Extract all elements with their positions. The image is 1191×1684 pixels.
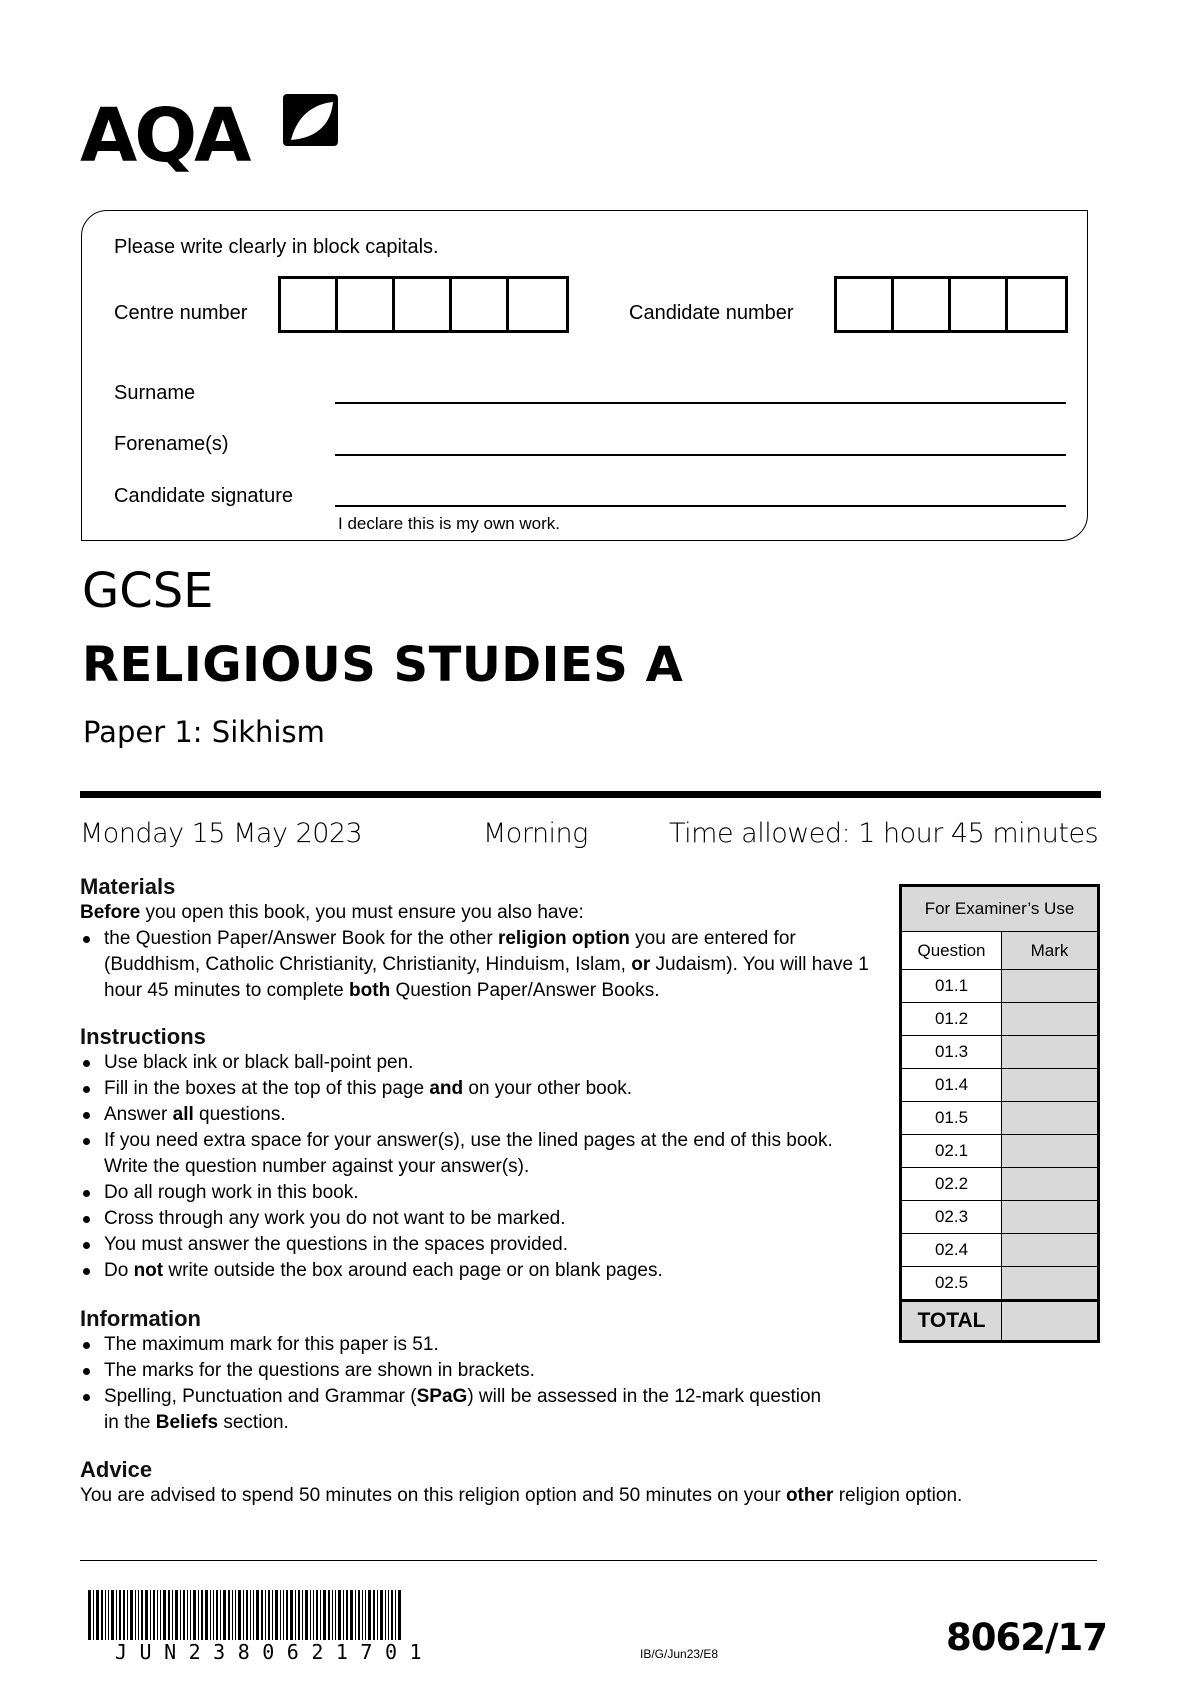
barcode-bar [261,1590,263,1640]
barcode-bar [163,1590,166,1640]
mark-cell [1002,1234,1099,1267]
barcode-bar [220,1590,221,1640]
barcode-bar [295,1590,296,1640]
candidate-number-digit[interactable] [1008,279,1065,330]
question-number: 02.4 [901,1234,1002,1267]
table-row [901,1003,1099,1036]
question-number: 01.2 [901,1003,1002,1036]
barcode-bar [153,1590,155,1640]
barcode-bar [332,1590,333,1640]
table-row [901,1036,1099,1069]
advice-section [80,1457,1110,1509]
barcode-bar [290,1590,293,1640]
barcode-bar [377,1590,378,1640]
barcode-bar [286,1590,288,1640]
barcode-bar [205,1590,208,1640]
centre-number-digit[interactable] [338,279,395,330]
barcode-bar [385,1590,386,1640]
question-number: 02.5 [901,1267,1002,1301]
instructions-heading: Instructions [80,1024,206,1049]
barcode-bar [365,1590,366,1640]
block-capitals-instruction: Please write clearly in block capitals. [114,236,439,258]
examiner-table-title: For Examiner’s Use [901,886,1099,932]
table-row [901,1267,1099,1301]
barcode-bar [198,1590,199,1640]
barcode-bar [346,1590,348,1640]
information-heading: Information [80,1306,201,1331]
qualification-title: GCSE [82,563,214,619]
mark-cell [1002,1003,1099,1036]
barcode-bar [243,1590,244,1640]
aqa-logo [80,92,340,187]
surname-label: Surname [114,382,196,404]
barcode-bar [108,1590,109,1640]
signature-input-line[interactable] [335,505,1066,507]
barcode-bar [216,1590,218,1640]
barcode-bar [398,1590,401,1640]
candidate-number-digit[interactable] [951,279,1008,330]
candidate-number-input[interactable] [834,276,1068,333]
barcode-bar [272,1590,273,1640]
instruction-item: You must answer the questions in the spaces provided. [80,1232,850,1258]
barcode-bar [298,1590,300,1640]
barcode-bar [210,1590,211,1640]
barcode-bar [201,1590,203,1640]
mark-cell [1002,1069,1099,1102]
mark-cell [1002,970,1099,1003]
centre-number-digit[interactable] [452,279,509,330]
materials-section [80,874,880,1004]
barcode-bar [320,1590,321,1640]
barcode-bar [368,1590,371,1640]
barcode-bar [105,1590,106,1640]
mark-cell [1002,1102,1099,1135]
time-allowed: Time allowed: 1 hour 45 minutes [669,818,1099,849]
barcode-bar [380,1590,383,1640]
barcode-bar [343,1590,344,1640]
barcode-bar [175,1590,178,1640]
total-label: TOTAL [901,1301,1002,1342]
barcode-bar [160,1590,161,1640]
mark-cell [1002,1036,1099,1069]
barcode-bar [250,1590,251,1640]
barcode-bar [228,1590,230,1640]
question-number: 01.3 [901,1036,1002,1069]
centre-number-digit[interactable] [395,279,452,330]
question-number: 01.5 [901,1102,1002,1135]
signature-label: Candidate signature [114,485,294,507]
barcode-bar [256,1590,259,1640]
table-row [901,1168,1099,1201]
barcode-bar [141,1590,143,1640]
barcode-bar [180,1590,181,1640]
barcode-bar [101,1590,103,1640]
barcode-bar [119,1590,121,1640]
barcode-bar [350,1590,353,1640]
declaration-text: I declare this is my own work. [338,514,561,533]
advice-text: You are advised to spend 50 minutes on this religion option and 50 minutes on your other religion option. [80,1485,963,1506]
barcode-bar [238,1590,241,1640]
question-column-header: Question [901,932,1002,970]
forenames-input-line[interactable] [335,454,1066,456]
mark-cell [1002,1135,1099,1168]
barcode-bar [316,1590,318,1640]
barcode-bar [275,1590,278,1640]
instructions-section [80,1024,850,1284]
paper-title: Paper 1: Sikhism [83,715,325,749]
mark-cell [1002,1201,1099,1234]
table-row [901,1102,1099,1135]
barcode [88,1590,496,1640]
instruction-item: Fill in the boxes at the top of this page and on your other book. [80,1076,850,1102]
barcode-bar [305,1590,308,1640]
barcode-bar [145,1590,148,1640]
barcode-bar [335,1590,336,1640]
information-item: Spelling, Punctuation and Grammar (SPaG) will be assessed in the 12-mark question in the Beliefs section. [80,1384,840,1436]
barcode-bar [235,1590,236,1640]
mark-column-header: Mark [1002,932,1099,970]
barcode-bar [157,1590,158,1640]
table-row [901,1234,1099,1267]
candidate-number-label: Candidate number [629,302,794,324]
barcode-bar [127,1590,128,1640]
materials-intro [80,900,880,926]
barcode-bar [138,1590,139,1640]
table-row [901,1069,1099,1102]
instruction-item: Do not write outside the box around each page or on blank pages. [80,1258,850,1284]
centre-number-digit[interactable] [281,279,338,330]
question-number: 01.4 [901,1069,1002,1102]
mark-cell [1002,1267,1099,1301]
barcode-bar [253,1590,254,1640]
barcode-bar [172,1590,173,1640]
materials-heading: Materials [80,874,176,899]
information-item: The marks for the questions are shown in brackets. [80,1358,840,1384]
instruction-item: Cross through any work you do not want to be marked. [80,1206,850,1232]
materials-intro-bold: Before [80,902,141,923]
barcode-bar [88,1590,91,1640]
candidate-number-digit[interactable] [837,279,894,330]
barcode-bar [123,1590,125,1640]
instructions-list [80,1050,850,1284]
examiner-use-table [899,884,1100,1343]
table-row [901,1135,1099,1168]
barcode-bar [213,1590,214,1640]
barcode-bar [135,1590,136,1640]
barcode-bar [111,1590,114,1640]
title-divider [80,791,1101,798]
surname-input-line[interactable] [335,402,1066,404]
instruction-item: If you need extra space for your answer(s), use the lined pages at the end of this book. Write the question number against your answer(s). [80,1128,850,1180]
barcode-bar [310,1590,311,1640]
barcode-bar [150,1590,151,1640]
subject-title: RELIGIOUS STUDIES A [82,637,684,693]
barcode-bar [395,1590,396,1640]
barcode-bar [130,1590,133,1640]
materials-intro-text: you open this book, you must ensure you also have: [140,902,584,923]
document-reference: IB/G/Jun23/E8 [640,1647,719,1661]
question-number: 01.1 [901,970,1002,1003]
leaf-logo-icon [283,94,338,146]
table-row [901,1201,1099,1234]
exam-date: Monday 15 May 2023 [80,818,363,849]
barcode-bar [323,1590,326,1640]
barcode-bar [280,1590,281,1640]
paper-code: 8062/17 [946,1616,1107,1659]
barcode-bar [223,1590,226,1640]
barcode-bar [362,1590,363,1640]
information-list [80,1332,840,1436]
instruction-item: Answer all questions. [80,1102,850,1128]
barcode-bar [283,1590,284,1640]
table-row [901,970,1099,1003]
instruction-item: Do all rough work in this book. [80,1180,850,1206]
barcode-bar [246,1590,248,1640]
advice-heading: Advice [80,1457,153,1482]
barcode-bar [302,1590,303,1640]
question-number: 02.1 [901,1135,1002,1168]
barcode-bar [313,1590,314,1640]
barcode-bar [358,1590,360,1640]
materials-list [80,926,880,1004]
barcode-text: JUN2380621701 [115,1640,435,1664]
mark-cell [1002,1168,1099,1201]
barcode-bar [116,1590,117,1640]
instruction-item: Use black ink or black ball-point pen. [80,1050,850,1076]
barcode-bar [193,1590,196,1640]
footer-divider [80,1560,1097,1561]
barcode-bar [388,1590,389,1640]
candidate-number-digit[interactable] [894,279,951,330]
forenames-label: Forename(s) [114,433,229,455]
centre-number-label: Centre number [114,302,248,324]
total-mark-cell [1002,1301,1099,1342]
barcode-bar [183,1590,185,1640]
barcode-bar [355,1590,356,1640]
information-item: The maximum mark for this paper is 51. [80,1332,840,1358]
logo-text: AQA [80,93,249,179]
barcode-bar [391,1590,393,1640]
barcode-bar [168,1590,170,1640]
barcode-bar [190,1590,191,1640]
barcode-bar [338,1590,341,1640]
barcode-bar [373,1590,375,1640]
materials-item: the Question Paper/Answer Book for the other religion option you are entered for (Buddhism, Catholic Christianity, Christianity, Hinduism, Islam, or Judaism). You will have 1 hour 45 minutes to complete both Question Paper/Answer Books. [80,926,880,1004]
barcode-bar [232,1590,233,1640]
centre-number-input[interactable] [278,276,569,333]
centre-number-digit[interactable] [509,279,566,330]
total-row [901,1301,1099,1342]
barcode-bar [93,1590,94,1640]
question-number: 02.2 [901,1168,1002,1201]
barcode-bar [96,1590,99,1640]
barcode-bar [328,1590,330,1640]
information-section [80,1306,840,1436]
exam-session: Morning [483,818,588,849]
barcode-bar [268,1590,270,1640]
barcode-bar [265,1590,266,1640]
barcode-bar [187,1590,188,1640]
question-number: 02.3 [901,1201,1002,1234]
